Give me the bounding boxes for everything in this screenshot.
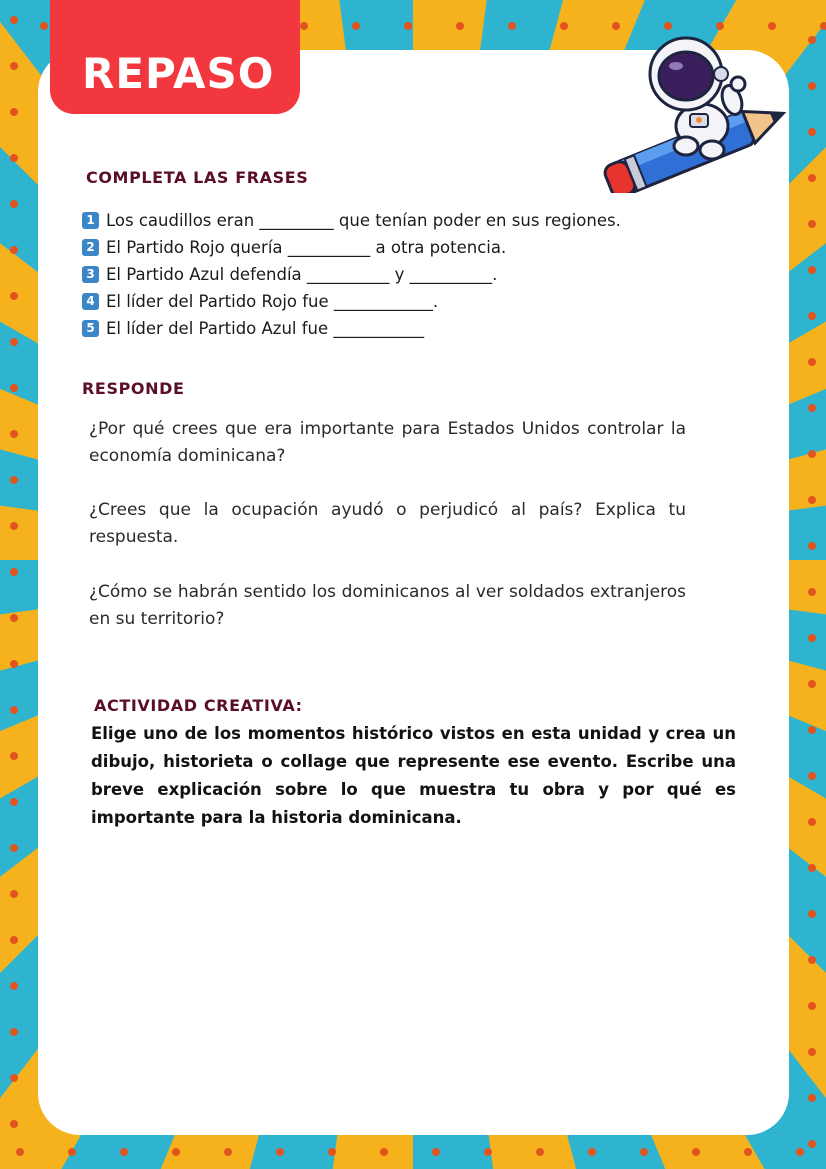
burst-dot [808,128,816,136]
burst-dot [10,844,18,852]
burst-dot [10,246,18,254]
burst-dot [10,1074,18,1082]
burst-dot [352,22,360,30]
burst-dot [560,22,568,30]
burst-dot [808,588,816,596]
burst-dot [808,36,816,44]
burst-dot [10,200,18,208]
burst-dot [10,706,18,714]
burst-dot [484,1148,492,1156]
burst-dot [120,1148,128,1156]
sentence-text: El líder del Partido Azul fue ___________ [106,319,425,338]
list-item [82,207,621,234]
burst-dot [10,154,18,162]
fill-in-list [82,207,621,342]
burst-dot [16,1148,24,1156]
number-badge: 1 [82,212,99,229]
burst-dot [796,1148,804,1156]
section-heading-completa: COMPLETA LAS FRASES [86,168,309,187]
burst-dot [10,752,18,760]
number-badge: 4 [82,293,99,310]
burst-dot [328,1148,336,1156]
burst-dot [640,1148,648,1156]
burst-dot [10,338,18,346]
burst-dot [10,614,18,622]
number-badge: 3 [82,266,99,283]
burst-dot [692,1148,700,1156]
burst-dot [588,1148,596,1156]
burst-dot [808,542,816,550]
burst-dot [68,1148,76,1156]
burst-dot [432,1148,440,1156]
burst-dot [808,910,816,918]
burst-dot [808,404,816,412]
sentence-text: El Partido Rojo quería __________ a otra potencia. [106,238,507,257]
burst-dot [808,1002,816,1010]
burst-dot [808,864,816,872]
burst-dot [808,1048,816,1056]
burst-dot [808,266,816,274]
burst-dot [744,1148,752,1156]
burst-dot [10,982,18,990]
burst-dot [808,726,816,734]
burst-dot [808,358,816,366]
burst-dot [10,660,18,668]
list-item [82,261,621,288]
burst-dot [808,772,816,780]
creative-activity-text: Elige uno de los momentos histórico vistos en esta unidad y crea un dibujo, historieta o collage que represente ese evento. Escribe una breve explicación sobre lo que muestra tu obra y por qué es importante para la historia dominicana. [91,724,736,827]
burst-dot [808,82,816,90]
section-heading-actividad: ACTIVIDAD CREATIVA: [94,696,303,715]
burst-dot [404,22,412,30]
burst-dot [10,62,18,70]
burst-dot [808,634,816,642]
section-heading-responde: RESPONDE [82,379,185,398]
list-item [82,288,621,315]
burst-dot [808,1140,816,1148]
burst-dot [808,956,816,964]
sentence-text: El Partido Azul defendía __________ y __________. [106,265,498,284]
burst-dot [300,22,308,30]
burst-dot [40,22,48,30]
burst-dot [10,384,18,392]
burst-dot [10,108,18,116]
burst-dot [10,522,18,530]
question-2: ¿Crees que la ocupación ayudó o perjudicó al país? Explica tu respuesta. [89,500,686,547]
astronaut-on-pencil-icon [600,18,800,193]
question-3: ¿Cómo se habrán sentido los dominicanos al ver soldados extranjeros en su territorio? [89,582,686,629]
burst-dot [10,890,18,898]
burst-dot [508,22,516,30]
burst-dot [10,568,18,576]
burst-dot [456,22,464,30]
burst-dot [808,818,816,826]
burst-dot [808,312,816,320]
page-title: REPASO [82,49,275,98]
burst-dot [808,496,816,504]
burst-dot [536,1148,544,1156]
burst-dot [276,1148,284,1156]
burst-dot [10,1028,18,1036]
burst-dot [10,476,18,484]
burst-dot [10,798,18,806]
burst-dot [172,1148,180,1156]
number-badge: 5 [82,320,99,337]
sentence-text: El líder del Partido Rojo fue ____________. [106,292,439,311]
burst-dot [10,430,18,438]
burst-dot [380,1148,388,1156]
burst-dot [808,220,816,228]
list-item [82,234,621,261]
burst-dot [808,1094,816,1102]
burst-dot [808,450,816,458]
number-badge: 2 [82,239,99,256]
burst-dot [808,680,816,688]
question-1: ¿Por qué crees que era importante para Estados Unidos controlar la economía dominicana? [89,419,686,466]
sentence-text: Los caudillos eran _________ que tenían poder en sus regiones. [106,211,621,230]
burst-dot [10,1120,18,1128]
burst-dot [808,174,816,182]
burst-dot [10,16,18,24]
burst-dot [10,292,18,300]
burst-dot [224,1148,232,1156]
list-item [82,315,621,342]
burst-dot [10,936,18,944]
